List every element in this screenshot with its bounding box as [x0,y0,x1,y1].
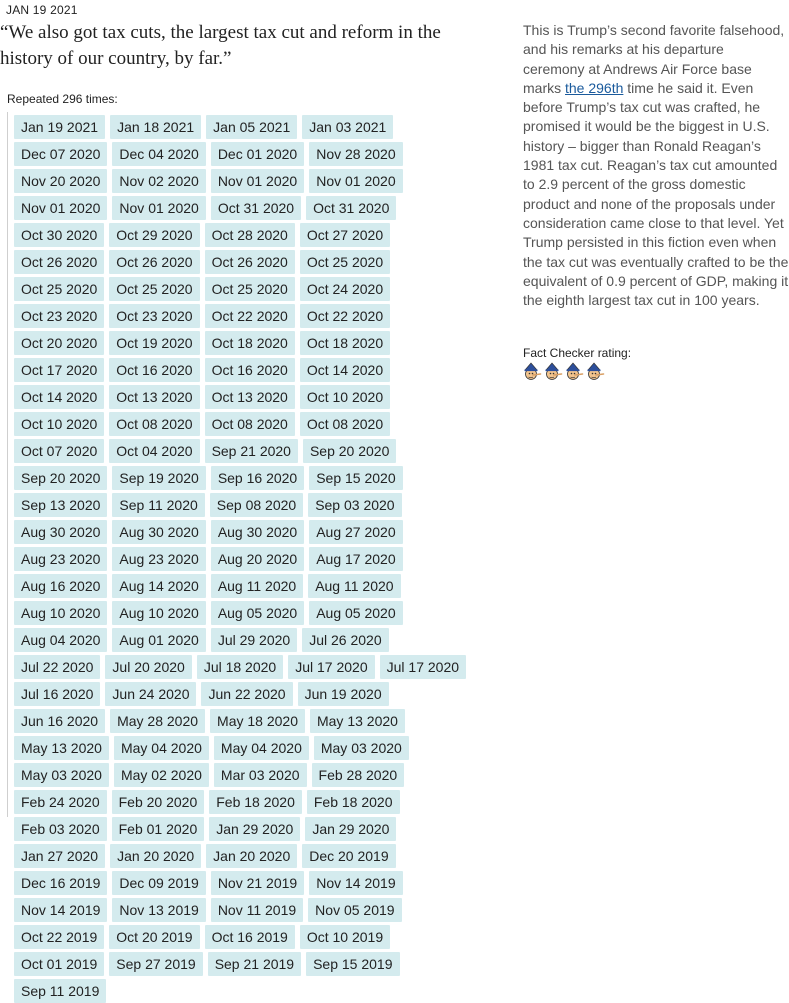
date-chip[interactable]: Jan 20 2020 [110,844,201,868]
date-chip[interactable]: Oct 31 2020 [211,196,301,220]
date-chip[interactable]: Oct 10 2020 [300,385,390,409]
date-chip[interactable]: Oct 13 2020 [205,385,295,409]
date-chip[interactable]: May 13 2020 [14,736,109,760]
date-chip[interactable]: Aug 16 2020 [14,574,107,598]
date-chip[interactable]: Feb 24 2020 [14,790,107,814]
date-chip[interactable]: Oct 26 2020 [109,250,199,274]
date-chip[interactable]: Oct 26 2020 [14,250,104,274]
date-chip[interactable]: Nov 11 2019 [211,898,303,922]
dates-grid [8,112,474,1003]
date-chip[interactable]: Dec 20 2019 [302,844,395,868]
date-chip[interactable]: Nov 01 2020 [309,169,402,193]
date-chip[interactable]: Jul 26 2020 [302,628,388,652]
date-chip[interactable]: Aug 17 2020 [309,547,402,571]
date-chip[interactable]: Jan 18 2021 [110,115,201,139]
date-chip[interactable]: Aug 14 2020 [112,574,205,598]
pinocchio-rating [522,362,605,382]
repeated-prefix: Repeated [7,92,63,106]
date-chip[interactable]: Oct 29 2020 [109,223,199,247]
date-chip[interactable]: Oct 08 2020 [109,412,199,436]
date-chip[interactable]: Nov 28 2020 [309,142,402,166]
date-chip[interactable]: May 28 2020 [110,709,205,733]
pinocchio-icon [585,362,605,382]
date-chip[interactable]: Oct 04 2020 [109,439,199,463]
date-chip[interactable]: Oct 16 2020 [205,358,295,382]
date-chip[interactable]: Aug 05 2020 [211,601,304,625]
date-chip[interactable]: Jun 22 2020 [201,682,292,706]
date-chip[interactable]: Oct 23 2020 [109,304,199,328]
date-chip[interactable]: Oct 08 2020 [300,412,390,436]
date-chip[interactable]: Oct 20 2019 [109,925,199,949]
date-chip[interactable]: Oct 28 2020 [205,223,295,247]
date-chip[interactable]: Sep 21 2019 [208,952,301,976]
date-chip[interactable]: Oct 16 2019 [205,925,295,949]
date-chip[interactable]: Oct 30 2020 [14,223,104,247]
date-chip[interactable]: Nov 01 2020 [112,196,205,220]
date-chip[interactable]: Nov 01 2020 [211,169,304,193]
date-chip[interactable]: Oct 25 2020 [109,277,199,301]
date-chip[interactable]: Dec 01 2020 [211,142,304,166]
date-chip[interactable]: Oct 18 2020 [300,331,390,355]
date-chip[interactable]: Dec 16 2019 [14,871,107,895]
date-chip[interactable]: Jan 05 2021 [206,115,297,139]
date-chip[interactable]: Aug 11 2020 [211,574,303,598]
repeated-count: 296 [62,92,83,106]
date-chip[interactable]: Sep 15 2020 [309,466,402,490]
date-chip[interactable]: Oct 14 2020 [14,385,104,409]
date-chip[interactable]: Dec 04 2020 [112,142,205,166]
date-chip[interactable]: Sep 27 2019 [109,952,202,976]
date-chip[interactable]: Oct 19 2020 [109,331,199,355]
date-chip[interactable]: Jan 19 2021 [14,115,105,139]
date-chip[interactable]: May 13 2020 [310,709,405,733]
date-chip[interactable]: Jul 22 2020 [14,655,100,679]
claim-quote: “We also got tax cuts, the largest tax cut and reform in the history of our country, by far.” [0,22,441,69]
date-chip[interactable]: Oct 07 2020 [14,439,104,463]
date-chip[interactable]: Aug 27 2020 [309,520,402,544]
pinocchio-icon [543,362,563,382]
date-chip[interactable]: Oct 26 2020 [205,250,295,274]
date-chip[interactable]: Feb 20 2020 [112,790,205,814]
date-chip[interactable]: Jul 17 2020 [288,655,374,679]
date-chip[interactable]: Nov 02 2020 [112,169,205,193]
date-chip[interactable]: Aug 10 2020 [14,601,107,625]
date-chip[interactable]: Jan 29 2020 [209,817,300,841]
date-chip[interactable]: Dec 07 2020 [14,142,107,166]
date-chip[interactable]: Nov 20 2020 [14,169,107,193]
claim-date: JAN 19 2021 [6,3,78,17]
date-chip[interactable]: May 03 2020 [314,736,409,760]
date-chip[interactable]: Jan 29 2020 [305,817,396,841]
date-chip[interactable]: Nov 14 2019 [14,898,107,922]
date-chip[interactable]: Jun 19 2020 [298,682,389,706]
date-chip[interactable]: Oct 25 2020 [205,277,295,301]
analysis-text [523,21,789,310]
date-chip[interactable]: Aug 30 2020 [112,520,205,544]
date-chip[interactable]: Feb 03 2020 [14,817,107,841]
date-chip[interactable]: Dec 09 2019 [112,871,205,895]
repeated-suffix: times: [82,92,118,106]
date-chip[interactable]: Oct 31 2020 [306,196,396,220]
date-chip[interactable]: May 04 2020 [214,736,309,760]
date-chip[interactable]: Oct 08 2020 [205,412,295,436]
date-chip[interactable]: Aug 01 2020 [112,628,205,652]
date-chip[interactable]: Sep 20 2020 [303,439,396,463]
date-chip[interactable]: Oct 14 2020 [300,358,390,382]
date-chip[interactable]: Aug 11 2020 [308,574,400,598]
date-chip[interactable]: Sep 08 2020 [210,493,303,517]
date-chip[interactable]: Sep 15 2019 [306,952,399,976]
date-chip[interactable]: Jun 24 2020 [105,682,196,706]
pinocchio-icon [564,362,584,382]
date-chip[interactable]: Nov 14 2019 [309,871,402,895]
date-chip[interactable]: Oct 22 2019 [14,925,104,949]
date-chip[interactable]: Nov 21 2019 [211,871,304,895]
date-chip[interactable]: Jul 16 2020 [14,682,100,706]
date-chip[interactable]: Aug 30 2020 [14,520,107,544]
date-chip[interactable]: Oct 18 2020 [205,331,295,355]
analysis-text-end: time he said it. Even before Trump’s tax cut was crafted, he promised it would be the biggest in U.S. history – bigger than Ronald Reagan’s 1981 tax cut. Reagan’s tax cut amounted to 2.9 percent of the gross domestic product and none of the proposals under consideration came close to that level. Yet Trump persisted in this fiction even when the tax cut was eventually crafted to be the equivalent of 0.9 percent of GDP, making it the eighth largest tax cut in 100 years. [523,79,789,309]
date-chip[interactable]: Jul 29 2020 [211,628,297,652]
date-chip[interactable]: Aug 23 2020 [14,547,107,571]
occurrence-link[interactable]: the 296th [565,79,624,96]
date-chip[interactable]: Aug 05 2020 [309,601,402,625]
date-chip[interactable]: May 18 2020 [210,709,305,733]
date-chip[interactable]: Sep 11 2019 [14,979,106,1003]
date-chip[interactable]: Jan 27 2020 [14,844,105,868]
date-chip[interactable]: Jul 20 2020 [105,655,191,679]
date-chip[interactable]: Nov 05 2019 [308,898,401,922]
date-chip[interactable]: Nov 13 2019 [112,898,205,922]
analysis-text-start: This is Trump’s second favorite falsehood, and his remarks at his departure ceremony at Andrews Air Force base marks [523,22,785,96]
date-chip[interactable]: Aug 23 2020 [112,547,205,571]
date-chip[interactable]: Sep 16 2020 [211,466,304,490]
date-chip[interactable]: Feb 18 2020 [307,790,400,814]
date-chip[interactable]: Aug 10 2020 [112,601,205,625]
date-chip[interactable]: May 04 2020 [114,736,209,760]
date-chip[interactable]: Oct 01 2019 [14,952,104,976]
rating-label: Fact Checker rating: [523,346,632,360]
date-chip[interactable]: Oct 22 2020 [300,304,390,328]
repeated-count-label [7,92,118,106]
pinocchio-icon [522,362,542,382]
date-chip[interactable]: Sep 21 2020 [205,439,298,463]
date-chip[interactable]: Oct 25 2020 [14,277,104,301]
date-chip[interactable]: Aug 04 2020 [14,628,107,652]
date-chip[interactable]: Oct 27 2020 [300,223,390,247]
date-chip[interactable]: Oct 10 2019 [300,925,390,949]
date-chip[interactable]: Jan 03 2021 [302,115,393,139]
date-chip[interactable]: Oct 16 2020 [109,358,199,382]
date-chip[interactable]: Aug 30 2020 [211,520,304,544]
date-chip[interactable]: Sep 13 2020 [14,493,107,517]
date-chip[interactable]: Jan 20 2020 [206,844,297,868]
date-chip[interactable]: Jul 17 2020 [380,655,466,679]
date-chip[interactable]: Jul 18 2020 [197,655,283,679]
date-chip[interactable]: Aug 20 2020 [211,547,304,571]
date-chip[interactable]: Nov 01 2020 [14,196,107,220]
date-chip[interactable]: Jun 16 2020 [14,709,105,733]
date-chip[interactable]: May 03 2020 [14,763,109,787]
date-chip[interactable]: Oct 25 2020 [300,250,390,274]
date-chip[interactable]: Feb 01 2020 [112,817,205,841]
analysis-sidebar [523,21,789,310]
date-chip[interactable]: Sep 20 2020 [14,466,107,490]
date-chip[interactable]: Oct 10 2020 [14,412,104,436]
date-chip[interactable]: Oct 24 2020 [300,277,390,301]
date-chip[interactable]: Oct 22 2020 [205,304,295,328]
date-chip[interactable]: Feb 18 2020 [209,790,302,814]
date-chip[interactable]: Sep 11 2020 [112,493,204,517]
date-chip[interactable]: Feb 28 2020 [312,763,405,787]
date-chip[interactable]: Oct 23 2020 [14,304,104,328]
date-chip[interactable]: Sep 03 2020 [308,493,401,517]
date-chip[interactable]: Oct 17 2020 [14,358,104,382]
date-chip[interactable]: Mar 03 2020 [214,763,307,787]
date-chip[interactable]: Oct 13 2020 [109,385,199,409]
repeated-dates-list [7,112,478,999]
date-chip[interactable]: May 02 2020 [114,763,209,787]
date-chip[interactable]: Sep 19 2020 [112,466,205,490]
date-chip[interactable]: Oct 20 2020 [14,331,104,355]
